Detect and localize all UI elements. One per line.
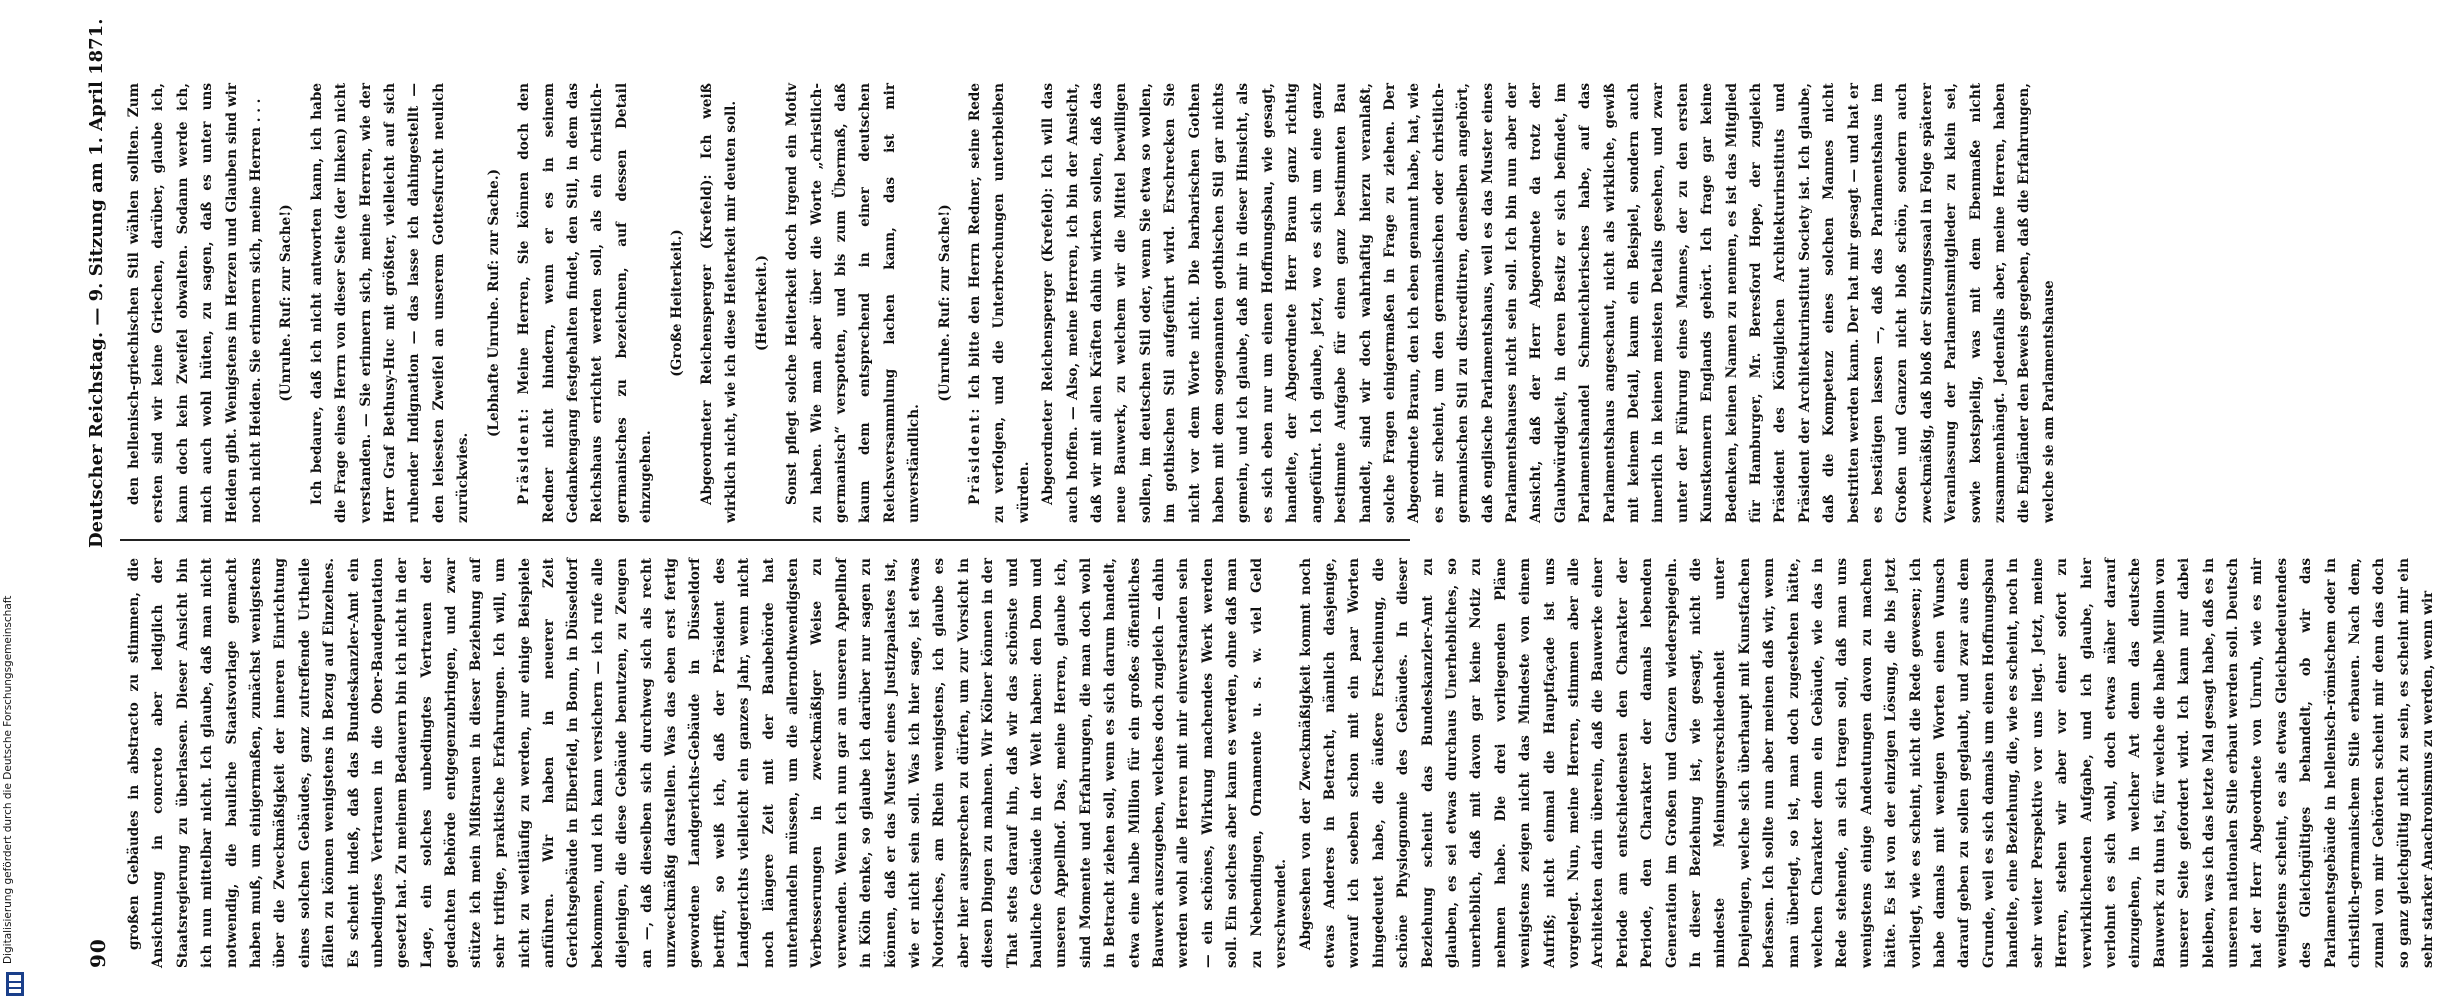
right-paragraph: Ich bedaure, daß ich nicht antworten kann, ich habe die Frage eines Herrn von dieser Seite (der linken) nicht verstanden. — Sie erinnern sich, meine Herren, wie der Herr Graf Bethusy-Huc mit größter, vielleicht auf sich ruhender Indignation — das lasse ich dahingestellt — den leisesten Zweifel an unserem Gottesfurcht neulich zurückwies. [308,83,472,523]
left-column [122,558,2437,968]
interjection: (Lebhafte Unruhe. Ruf: zur Sache.) [485,169,502,437]
speaker-text: Meine Herren, Sie können doch den Redner nicht hindern, wenn er es in seinem Gedankengang festgehalten findet, den Stil, in dem das Reichshaus errichtet werden soll, als ein christlich-germanisches zu bezeichnen, auf dessen Detail einzugehen. [516,83,655,523]
speaker-paragraph [512,83,658,523]
speaker-text: Ich bitte den Herrn Redner, seine Rede zu verfolgen, und die Unterbrechungen unterbleiben würden. [967,83,1032,523]
rotated-document-page [80,18,2437,978]
page-header [80,18,116,978]
page-number: 90 [86,938,110,968]
right-paragraph: den hellenisch-griechischen Stil wählen sollten. Zum ersten sind wir keine Griechen, darüber, glaube ich, kann doch kein Zweifel obwalten. Sodann werde ich, mich auch wohl hüten, zu sagen, daß es unter uns Heiden gibt. Wenigstens im Herzen und Glauben sind wir noch nicht Heiden. Sie erinnern sich, meine Herren . . . [126,83,265,523]
speaker-paragraph [963,83,1036,523]
interjection: (Heiterkeit.) [753,255,770,351]
speaker-name: Präsident: [516,406,533,505]
speaker-name: Präsident: [967,406,983,505]
running-head: Deutscher Reichstag. — 9. Sitzung am 1. April 1871. [86,18,107,548]
right-paragraph: Abgeordneter Reichensperger (Krefeld): Ich will das auch hoffen. — Also, meine Herren, ich bin der Ansicht, daß wir mit allen Kräften dahin wirken sollen, daß das neue Bauwerk, zu welchem wir die Mittel bewilligen sollen, im deutschen Stil oder, wenn Sie etwa so wollen, im gothischen Stil aufgeführt wird. Erschrecken Sie nicht vor dem Worte nicht. Die barbarischen Gothen haben mit dem sogenannten gothischen Stil gar nichts gemein, und ich glaube, daß mir in dieser Hinsicht, als es sich eben nur um einen Hoffnungsbau, wie gesagt, handelte, der Abgeordnete Herr Braun ganz richtig angeführt. Ich glaube, jetzt, wo es sich um eine ganz bestimmte Aufgabe für einen ganz bestimmten Bau handelt, sind wir doch wahrhaftig hierzu veranlaßt, solche Fragen einigermaßen in Frage zu ziehen. Der Abgeordnete Braun, den ich eben genannt habe, hat, wie es mir scheint, um den germanischen oder christlich-germanischen Stil zu discreditiren, denselben angehört, daß englische Parlamentshaus, weil es das Muster eines Parlamentshauses nicht sein soll. Ich bin nun aber der Ansicht, daß der Herr Abgeordnete da trotz der Glaubwürdigkeit, in deren Besitz er sich befindet, im Parlamentshandel Schmeichlerisches habe, auf das Parlamentshaus angeschaut, nicht als wirkliche, gewiß mit keinem Detail, kaum ein Beispiel, sondern auch innerlich in keinen meisten Details gesehen, und zwar unter der Führung eines Mannes, der zu den ersten Kunstkennern Englands gehört. Ich frage gar keine Bedenken, keinen Namen zu nennen, es ist das Mitglied für Hamburger, Mr. Beresford Hope, der zugleich Präsident des Königlichen Architekturinstituts und Präsident der Architekturinstitut Society ist. Ich glaube, daß die Kompetenz eines solchen Mannes nicht bestritten werden kann. Der hat mir gesagt — und hat er es bestätigen lassen —, daß das Parlamentshaus im Großen und Ganzen nicht bloß schön, sondern auch zweckmäßig, daß bloß der Sitzungssaal in Folge späterer Veranlassung der Parlamentsmitglieder zu klein sei, sowie kostspielig, was mit dem Ebenmaße nicht zusammenhängt. Jedenfalls aber, meine Herren, haben die Engländer den Beweis gegeben, daß die Erfahrungen, welche sie am Parlamentshause [1040,83,2057,523]
left-paragraph: Abgesehen von der Zweckmäßigkeit kommt noch etwas Anderes in Betracht, nämlich dasjenige, worauf ich soeben schon mit ein paar Worten hingedeutet habe, die äußere Erscheinung, die schöne Physiognomie des Gebäudes. In dieser Beziehung scheint das Bundeskanzler-Amt zu glauben, es sei etwas durchaus Unerhebliches, so unerheblich, daß mit davon gar keine Notiz zu nehmen habe. Die drei vorliegenden Pläne wenigstens zeigen nicht das Mindeste von einem Aufriß; nicht einmal die Hauptfaçade ist uns vorgelegt. Nun, meine Herren, stimmen aber alle Architekten darin überein, daß die Bauwerke einer Periode am entschiedensten den Charakter der Periode, den Charakter der damals lebenden Generation im Großen und Ganzen wiederspiegeln. In dieser Beziehung ist, wie gesagt, nicht die mindeste Meinungsverschiedenheit unter Denjenigen, welche sich überhaupt mit Kunstfachen befassen. Ich sollte nun aber meinen daß wir, wenn man überlegt, so ist, man doch zugestehen hätte, welchen Charakter denn ein Gebäude, wie das in Rede stehende, an sich tragen soll, daß man uns wenigstens einige Andeutungen davon zu machen hätte. Es ist von der einzigen Lösung, die bis jetzt vorliegt, wie es scheint, nicht die Rede gewesen; ich habe damals mit wenigen Worten einen Wunsch darauf geben zu sollen geglaubt, und zwar aus dem Grunde, weil es sich damals um einen Hoffnungsbau handelte, eine Beziehung, die, wie es scheint, noch in sehr weiter Perspektive vor uns liegt. Jetzt, meine Herren, stehen wir aber vor einer sofort zu verwirklichenden Aufgabe, und ich glaube, hier verlohnt es sich wohl, doch etwas näher darauf einzugehen, in welcher Art denn das deutsche Bauwerk zu thun ist, für welche die halbe Million von unserer Seite gefordert wird. Ich kann nur dabei bleiben, was ich das letzte Mal gesagt habe, daß es in unseren nationalen Stile erbaut werden soll. Deutsch hat der Herr Abgeordnete von Unruh, wie es mir wenigstens scheint, es als etwas Gleichbedeutendes des Gleichgültiges behandelt, ob wir das Parlamentsgebäude in hellenisch-römischem oder in christlich-germanischem Stile erbauen. Nach dem, zumal von mir Gehörten scheint mir denn das doch so ganz gleichgültig nicht zu sein, es scheint mir ein sehr starker Anachronismus zu werden, wenn wir [1297,558,2437,968]
dfg-logo-icon [4,970,26,998]
interjection: (Unruhe. Ruf: zur Sache!) [278,204,295,402]
right-paragraph: Sonst pflegt solche Heiterkeit doch irgend ein Motiv zu haben. Wie man aber über die Worte „christlich-germanisch“ verspotten, und bis zum Übermaß, daß kaum dem entsprechend in einer deutschen Reichsversammlung lachen kann, das ist mir unverständlich. [784,83,923,523]
interjection: (Unruhe. Ruf: zur Sache!) [936,204,953,402]
digitization-credit: Digitalisierung gefördert durch die Deutsche Forschungsgemeinschaft [2,595,14,964]
column-rule [120,539,1410,541]
right-paragraph: Abgeordneter Reichensperger (Krefeld): Ich weiß wirklich nicht, wie ich diese Heiterkeit mir deuten soll. [698,83,740,523]
interjection: (Große Heiterkeit.) [668,229,685,377]
left-paragraph: großen Gebäudes in abstracto zu stimmen, die Ansichtnung in concreto aber lediglich der Staatsregierung zu überlassen. Dieser Ansicht bin ich nun mittelbar nicht. Ich glaube, daß man nicht notwendig, die bauliche Staatsvorlage gemacht haben muß, um einigermaßen, zunächst wenigstens über die Zweckmäßigkeit der inneren Einrichtung eines solchen Gebäudes, ganz zutreffende Urtheile fällen zu können wenigstens in Bezug auf Einzelnes. Es scheint indeß, daß das Bundeskanzler-Amt ein unbedingtes Vertrauen in die Ober-Baudeputation gesetzt hat. Zu meinem Bedauern bin ich nicht in der Lage, ein solches unbedingtes Vertrauen der gedachten Behörde entgegenzubringen, und zwar stütze ich mein Mißtrauen in dieser Beziehung auf sehr triftige, praktische Erfahrungen. Ich will, um nicht zu weitläufig zu werden, nur einige Beispiele anführen. Wir haben in neuerer Zeit Gerichtsgebäude in Elberfeld, in Bonn, in Düsseldorf bekommen, und ich kann versichern — ich rufe alle diejenigen, die diese Gebäude benutzen, zu Zeugen an —, daß dieselben sich durchweg sich als recht unzweckmäßig darstellen. Was das eben erst fertig gewordene Landgerichts-Gebäude in Düsseldorf betrifft, so weiß ich, daß der Präsident des Landgerichts vielleicht ein ganzes Jahr, wenn nicht noch längere Zeit mit der Baubehörde hat unterhandeln müssen, um die allernothwendigsten Verbesserungen in zweckmäßiger Weise zu verwenden. Wenn ich nun gar an unseren Appellhof in Köln denke, so glaube ich darüber nur sagen zu können, daß er das Muster eines Justizpalastes ist, wie er nicht sein soll. Was ich hier sage, ist etwas Notorisches, am Rhein wenigstens, ich glaube es aber hier aussprechen zu dürfen, um zur Vorsicht in diesen Dingen zu mahnen. Wir Kölner können in der That stets darauf hin, daß wir das schönste und bauliche Gebäude in der Welt haben: den Dom und unseren Appellhof. Das, meine Herren, glaube ich, sind Momente und Erfahrungen, die man doch wohl in Betracht ziehen soll, wenn es sich darum handelt, etwa eine halbe Million für ein großes öffentliches Bauwerk auszugeben, welches doch zugleich — dahin werden wohl alle Herren mit mir einverstanden sein — ein schönes, Wirkung machendes Werk werden soll. Ein solches aber kann es werden, ohne daß man zu Nebendingen, Ornamente u. s. w. viel Geld verschwendet. [126,558,1290,968]
right-column [122,83,2057,523]
